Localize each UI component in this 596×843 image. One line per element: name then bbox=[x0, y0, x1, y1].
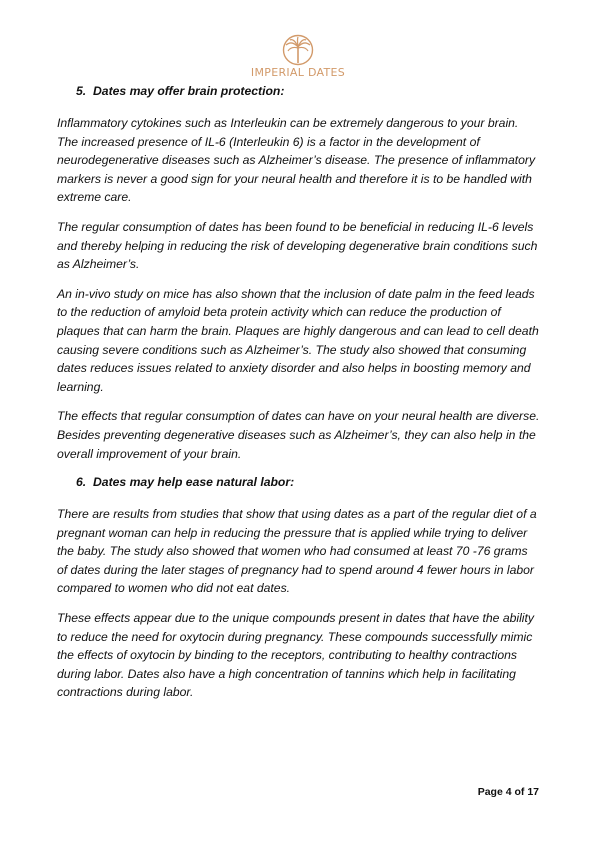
section-title: Dates may help ease natural labor: bbox=[93, 475, 295, 490]
paragraph: The effects that regular consumption of dates can have on your neural health are diverse. Besides preventing degenerative diseases such as Alzheimer’s, they can also help in the overall improvement of your brain. bbox=[57, 409, 540, 461]
section-title: Dates may offer brain protection: bbox=[93, 84, 285, 98]
logo-text: IMPERIAL DATES bbox=[250, 66, 346, 79]
palm-tree-emblem-icon bbox=[282, 34, 314, 66]
section-heading-5 bbox=[76, 83, 541, 100]
paragraph: These effects appear due to the unique compounds present in dates that have the ability to reduce the need for oxytocin during pregnancy. These compounds successfully mimic the effects of oxytocin by binding to the receptors, contributing to healthy contractions during labor. Dates also have a high concentration of tannins which help in facilitating contractions during labor. bbox=[57, 611, 534, 700]
paragraph: The regular consumption of dates has been found to be beneficial in reducing IL-6 levels and thereby helping in reducing the risk of developing degenerative brain conditions such as Alzheimer’s. bbox=[57, 219, 538, 272]
page-header-logo bbox=[0, 34, 596, 79]
paragraph: An in-vivo study on mice has also shown that the inclusion of date palm in the feed leads to the reduction of amyloid beta protein activity which can reduce the production of plaques that can harm the brain. Plaques are highly dangerous and can lead to cell death causing severe conditions such as Alzheimer’s. The study also showed that consuming dates reduces issues related to anxiety disorder and also helps in boosting memory and learning. bbox=[57, 286, 539, 394]
document-body bbox=[57, 83, 541, 713]
section-number: 6. bbox=[76, 475, 87, 490]
page-number: Page 4 of 17 bbox=[477, 786, 539, 798]
section-number: 5. bbox=[76, 84, 87, 98]
section-heading-6 bbox=[76, 474, 541, 491]
paragraph: There are results from studies that show that using dates as a part of the regular diet of a pregnant woman can help in reducing the pressure that is applied while trying to deliver the baby. The study also showed that women who had consumed at least 70 -76 grams of dates during the later stages of pregnancy had to spend around 4 fewer hours in labor compared to women who did not eat dates. bbox=[57, 507, 537, 596]
paragraph: Inflammatory cytokines such as Interleukin can be extremely dangerous to your brain. The increased presence of IL-6 (Interleukin 6) is a factor in the development of neurodegenerative diseases such as Alzheimer’s disease. The presence of inflammatory markers is never a good sign for your neural health and therefore it is to be handled with extreme care. bbox=[57, 116, 536, 205]
